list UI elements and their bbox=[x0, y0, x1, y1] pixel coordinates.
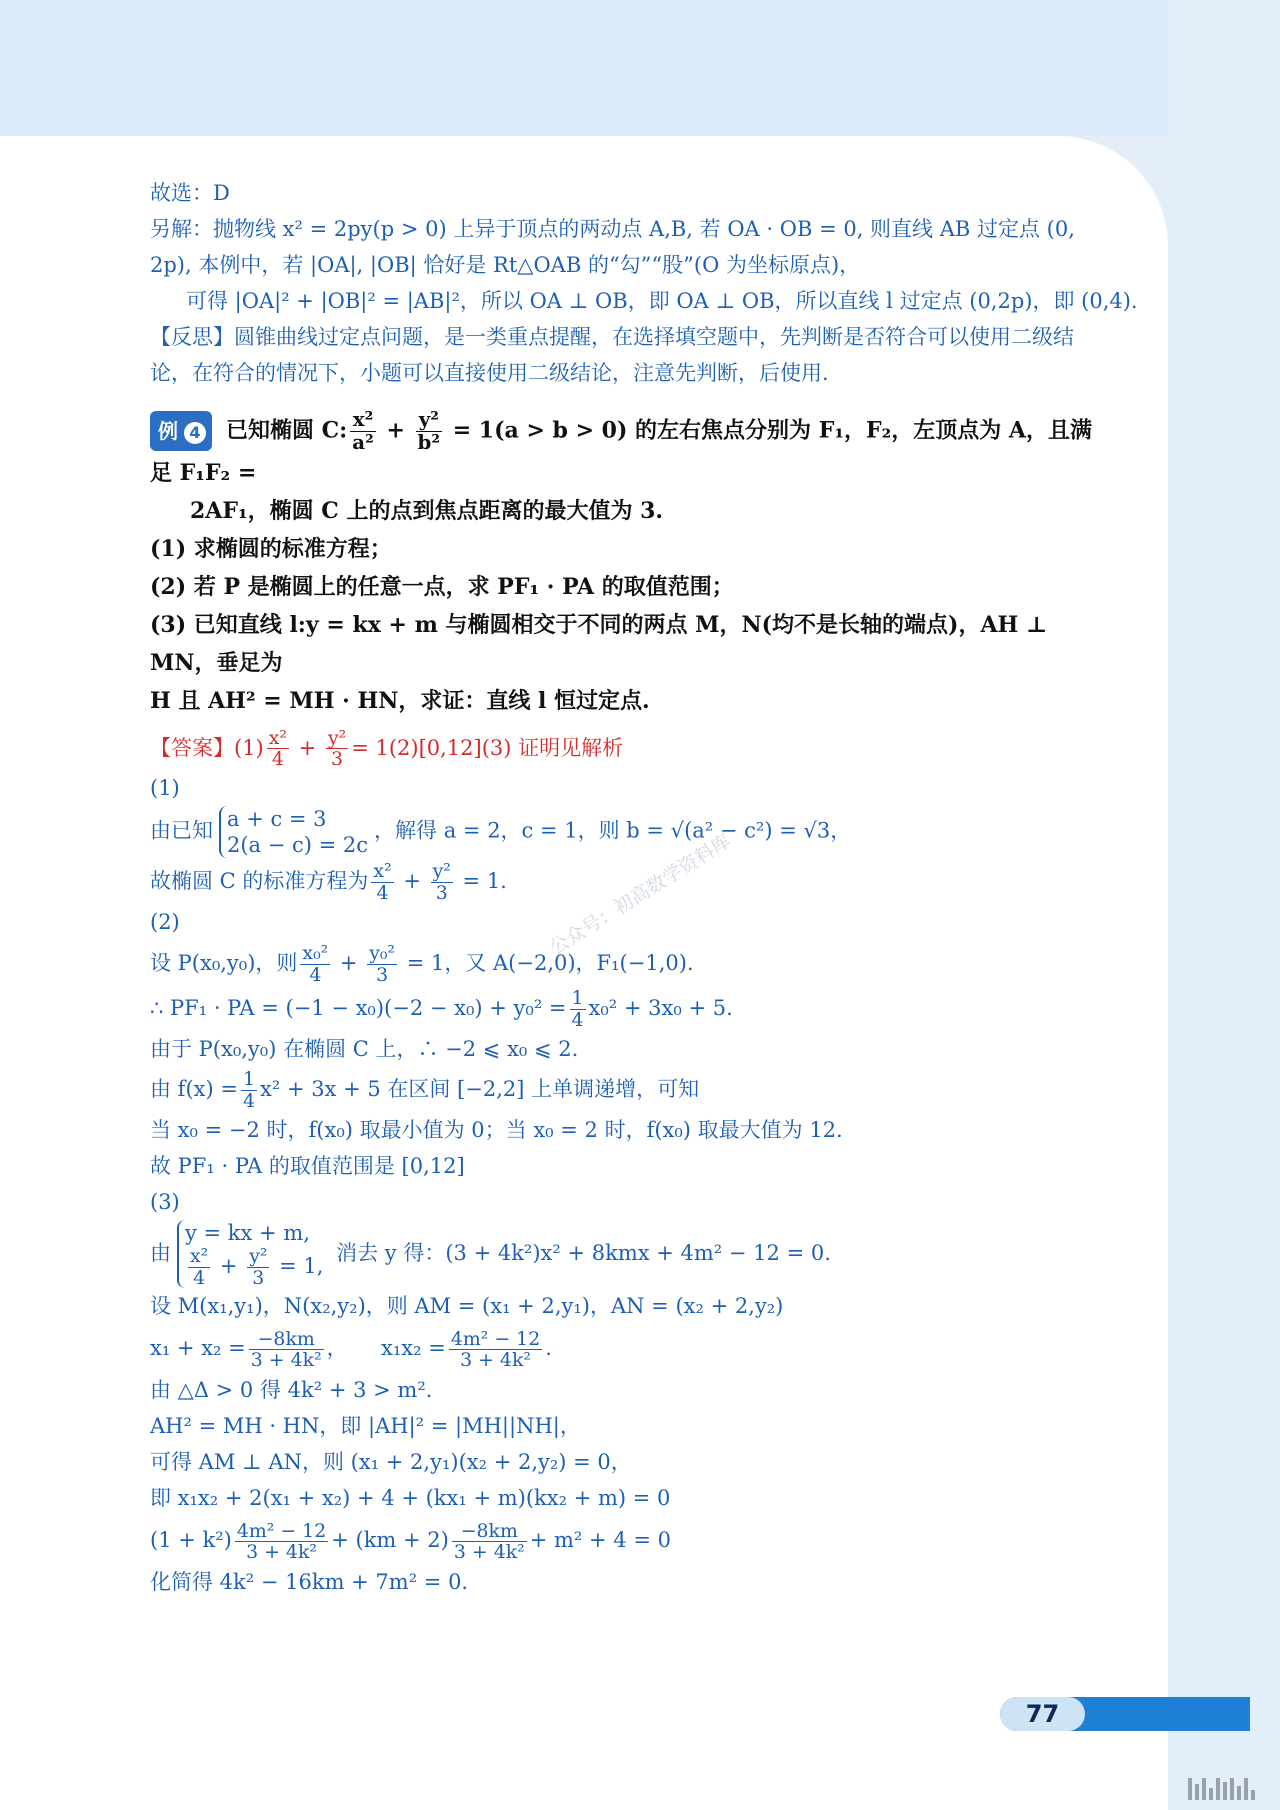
part3-line4: 由 △Δ > 0 得 4k² + 3 > m². bbox=[150, 1378, 433, 1403]
part2-line6: 故 PF₁ · PA 的取值范围是 [0,12] bbox=[150, 1153, 465, 1178]
example-question-3b: H 且 AH² = MH · HN，求证：直线 l 恒过定点. bbox=[150, 687, 650, 714]
part3-label: (3) bbox=[150, 1189, 180, 1214]
part2-line3: 由于 P(x₀,y₀) 在椭圆 C 上，∴ −2 ⩽ x₀ ⩽ 2. bbox=[150, 1036, 579, 1061]
part2-line5: 当 x₀ = −2 时，f(x₀) 取最小值为 0；当 x₀ = 2 时，f(x₀) 取最大值为 12. bbox=[150, 1117, 843, 1142]
part3-line6: 可得 AM ⊥ AN，则 (x₁ + 2,y₁)(x₂ + 2,y₂) = 0， bbox=[150, 1450, 632, 1475]
example-number: 4 bbox=[184, 422, 206, 444]
part1-system: 由已知 a + c = 3 2(a − c) = 2c ，解得 a = 2，c = 1，则 b = √(a² − c²) = √3， bbox=[150, 807, 852, 858]
part3-system: 由 y = kx + m, $\frac{\text{x²}}{4}$ + $\frac{\text{y²}}{3}$ = 1, 消去 y 得：(3 + 4k²)x² + 8kmx + 4m² − 12 = 0. bbox=[150, 1220, 831, 1289]
part3-line8: (1 + k²) $\frac{\text{4m² − 12}}{\text{3 + 4k²}}$ + (km + 2) $\frac{-8km}{\text{3 + 4k²}}$ + m² + 4 = 0 bbox=[150, 1519, 671, 1564]
alt-solution-line3: 可得 |OA|² + |OB|² = |AB|²，所以 OA ⊥ OB，即 OA ⊥ OB，所以直线 l 过定点 (0,2p)，即 (0,4). bbox=[186, 289, 1138, 313]
prev-answer-choice: 故选：D bbox=[150, 181, 230, 205]
page-side-strip bbox=[1168, 0, 1280, 1810]
part3-line5: AH² = MH · HN，即 |AH|² = |MH||NH|， bbox=[150, 1414, 581, 1439]
part3-vieta: x₁ + x₂ = $\frac{-8km}{\text{3 + 4k²}}$ ， x₁x₂ = $\frac{\text{4m² − 12}}{\text{3 + 4k²}}$ . bbox=[150, 1327, 552, 1372]
frac-y2-3: $\frac{\text{y²}}{3}$ bbox=[327, 726, 347, 771]
part1-label: (1) bbox=[150, 776, 180, 801]
example-question-2: (2) 若 P 是椭圆上的任意一点，求 PF₁ · PA 的取值范围； bbox=[150, 573, 734, 600]
part3-line2: 设 M(x₁,y₁)，N(x₂,y₂)，则 AM = (x₁ + 2,y₁)，AN = (x₂ + 2,y₂) bbox=[150, 1294, 784, 1319]
example-stem-line1: 例 4 已知椭圆 C: $\frac{\text{x²}}{\text{a²}}$ + $\frac{\text{y²}}{\text{b²}}$ = 1(a > b > 0) 的左右焦点分别为 F₁，F₂，左顶点为 A，且满足 F₁F₂ = bbox=[150, 407, 1092, 486]
watermark: 公众号：初高数学资料库 bbox=[545, 830, 735, 960]
page-header-band bbox=[0, 0, 1280, 136]
page-number: 77 bbox=[1000, 1697, 1085, 1731]
frac-y2-b2: $\frac{\text{y²}}{\text{b²}}$ bbox=[417, 407, 441, 454]
frac-x2-4: $\frac{\text{x²}}{4}$ bbox=[268, 726, 287, 771]
part2-line4: 由 f(x) = $\frac{1}{4}$ x² + 3x + 5 在区间 [−2,2] 上单调递增，可知 bbox=[150, 1068, 700, 1112]
example-stem-line2: 2AF₁，椭圆 C 上的点到焦点距离的最大值为 3. bbox=[190, 497, 664, 524]
alt-solution-line2: 2p), 本例中，若 |OA|, |OB| 恰好是 Rt△OAB 的“勾”“股”(O 为坐标原点)， bbox=[150, 253, 861, 277]
part1-result: 故椭圆 C 的标准方程为 $\frac{\text{x²}}{4}$ + $\frac{\text{y²}}{3}$ = 1. bbox=[150, 860, 507, 905]
example-question-1: (1) 求椭圆的标准方程； bbox=[150, 535, 392, 562]
reflection-note: 【反思】圆锥曲线过定点问题，是一类重点提醒，在选择填空题中，先判断是否符合可以使用二级结论，在符合的情况下，小题可以直接使用二级结论，注意先判断，后使用. bbox=[150, 325, 1074, 385]
system-eq-1: a + c = 3 2(a − c) = 2c bbox=[219, 806, 368, 858]
part3-line7: 即 x₁x₂ + 2(x₁ + x₂) + 4 + (kx₁ + m)(kx₂ + m) = 0 bbox=[150, 1486, 671, 1511]
example-badge: 例 4 bbox=[150, 411, 212, 451]
alt-solution-line1: 另解：抛物线 x² = 2py(p > 0) 上异于顶点的两动点 A,B, 若 OA · OB = 0, 则直线 AB 过定点 (0, bbox=[150, 217, 1075, 241]
barcode-icon bbox=[1188, 1778, 1268, 1800]
part3-line9: 化简得 4k² − 16km + 7m² = 0. bbox=[150, 1570, 469, 1595]
page-number-bar bbox=[1000, 1697, 1250, 1731]
part2-label: (2) bbox=[150, 910, 180, 935]
system-eq-2: y = kx + m, $\frac{\text{x²}}{4}$ + $\frac{\text{y²}}{3}$ = 1, bbox=[177, 1220, 323, 1289]
example-question-3a: (3) 已知直线 l:y = kx + m 与椭圆相交于不同的两点 M，N(均不是长轴的端点)，AH ⊥ MN，垂足为 bbox=[150, 611, 1048, 676]
part2-line1: 设 P(x₀,y₀)，则 $\frac{\text{x₀²}}{4}$ + $\frac{\text{y₀²}}{3}$ = 1，又 A(−2,0)，F₁(−1,0). bbox=[150, 942, 694, 987]
answer-summary: 【答案】(1) $\frac{\text{x²}}{4}$ + $\frac{\text{y²}}{3}$ = 1(2)[0,12](3) 证明见解析 bbox=[150, 726, 624, 771]
part2-line2: ∴ PF₁ · PA = (−1 − x₀)(−2 − x₀) + y₀² = $\frac{1}{4}$ x₀² + 3x₀ + 5. bbox=[150, 987, 733, 1032]
frac-x2-a2: $\frac{\text{x²}}{\text{a²}}$ bbox=[352, 407, 374, 454]
